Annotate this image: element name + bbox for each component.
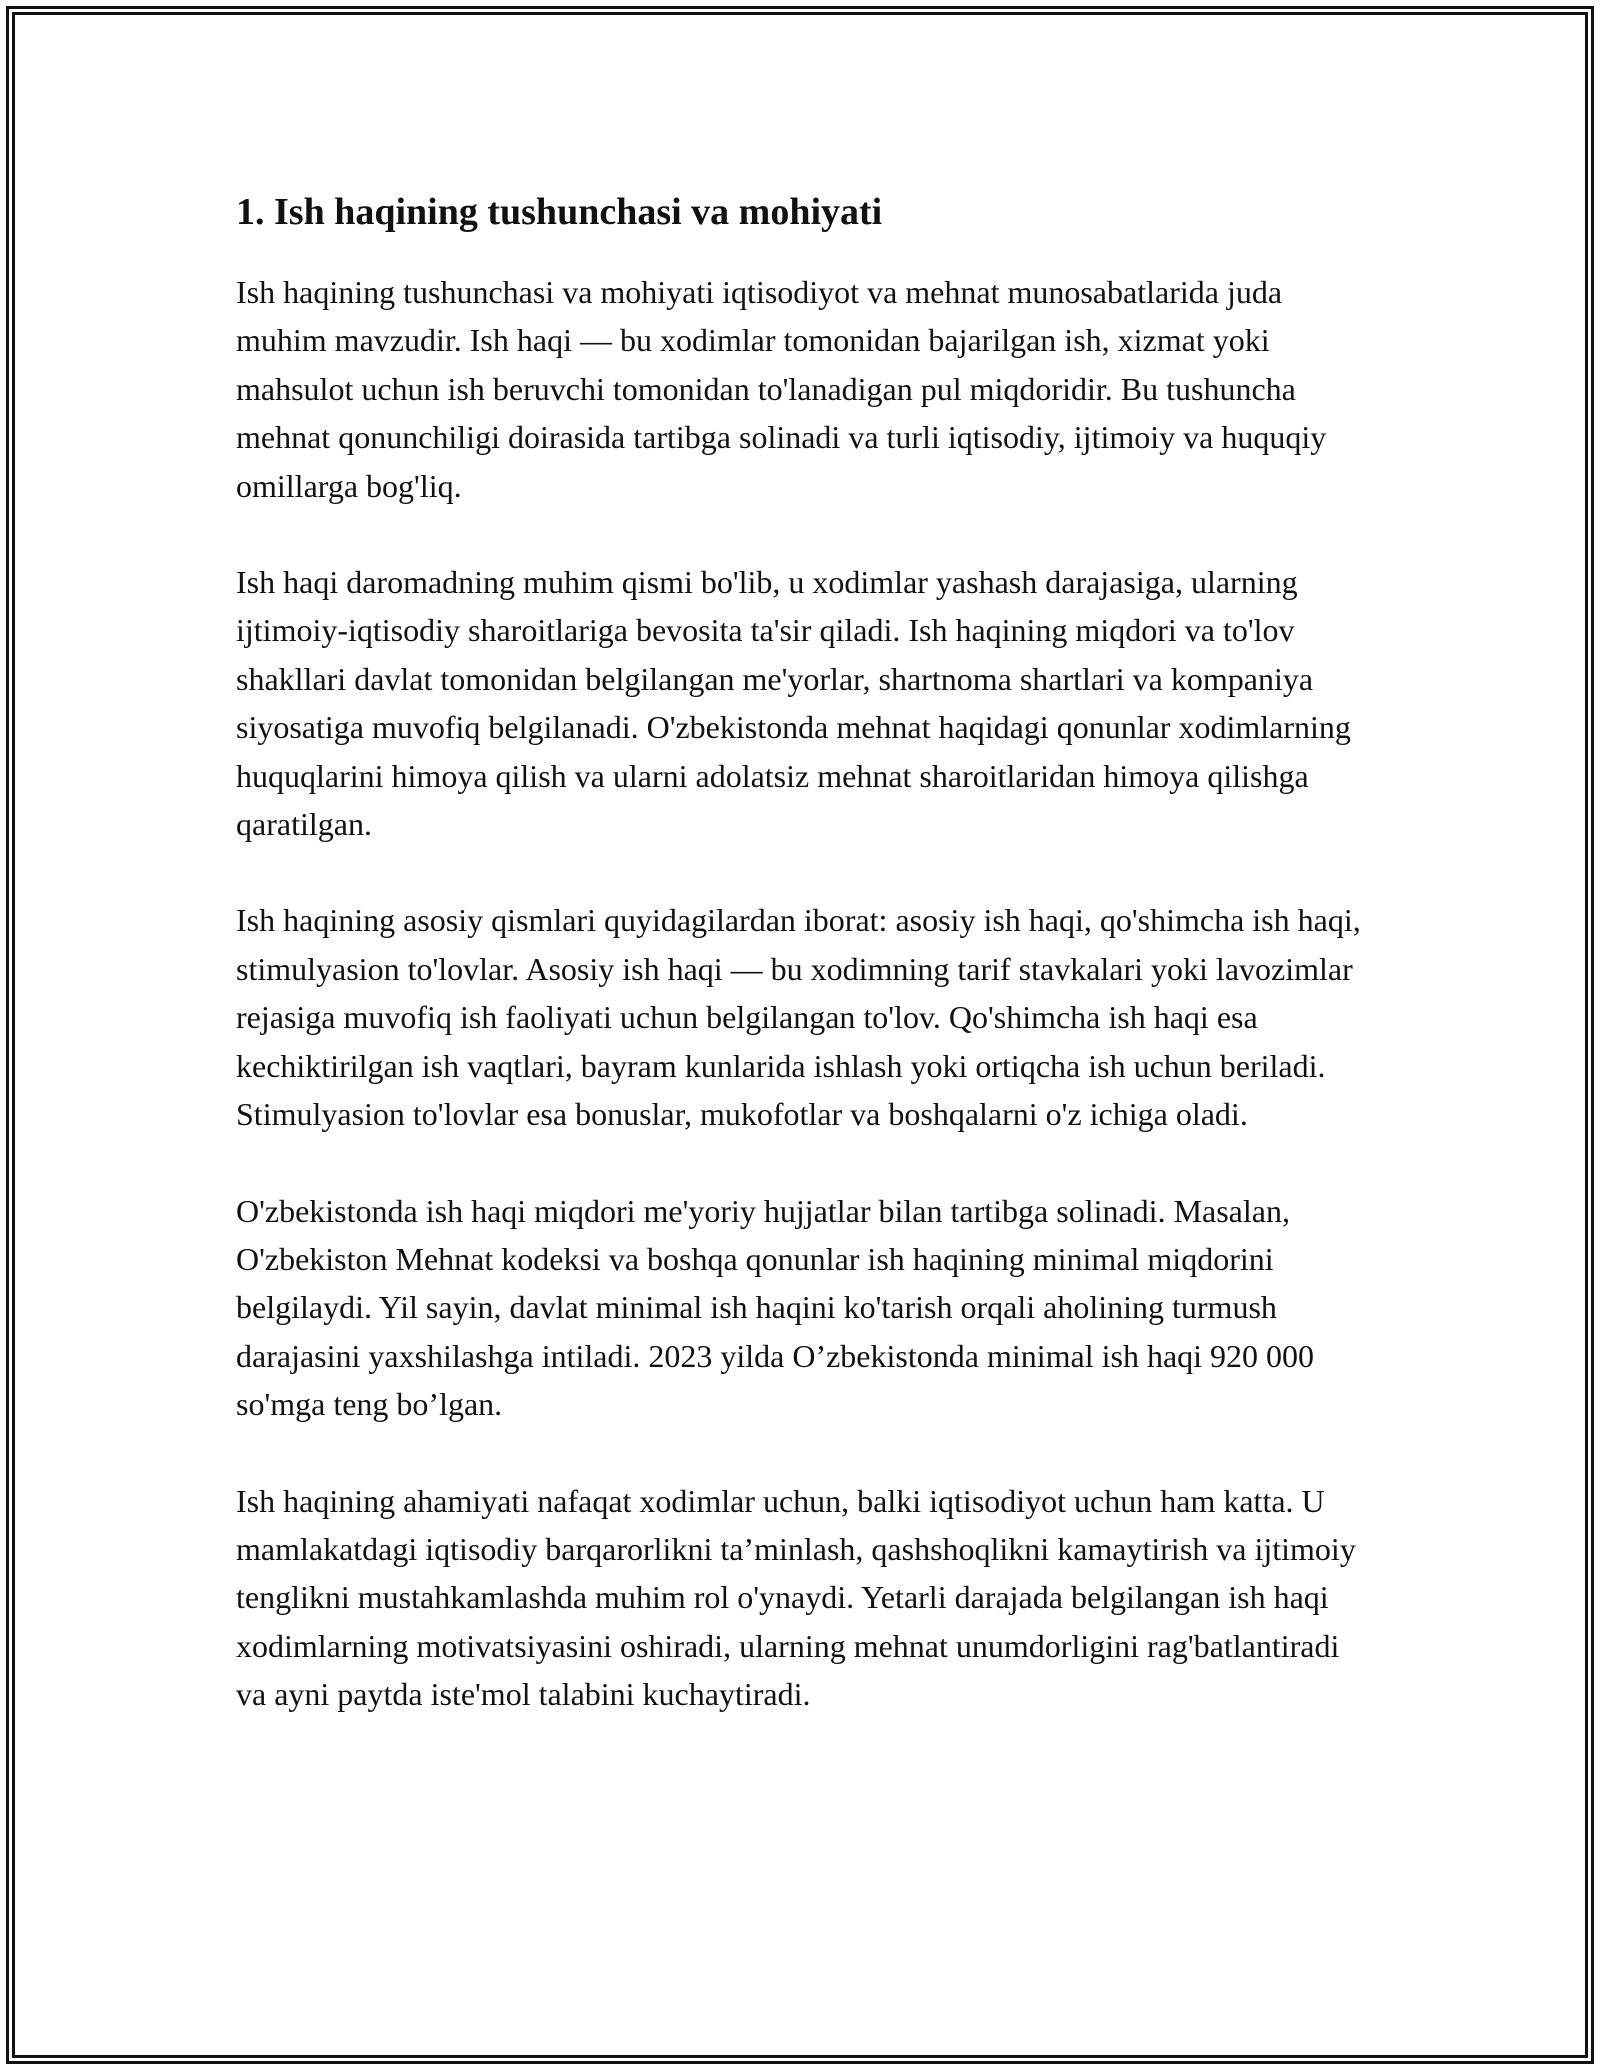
paragraph-5: Ish haqining ahamiyati nafaqat xodimlar uchun, balki iqtisodiyot uchun ham katta. U mamlakatdagi iqtisodiy barqarorlikni ta’minlash, qashshoqlikni kamaytirish va ijtimoiy tenglikni mustahkamlashda muhim rol o'ynaydi. Yetarli darajada belgilangan ish haqi xodimlarning motivatsiyasini oshiradi, ularning mehnat unumdorligini rag'batlantiradi va ayni paytda iste'mol talabini kuchaytiradi.: [236, 1482, 1356, 1713]
paragraph-3: Ish haqining asosiy qismlari quyidagilardan iborat: asosiy ish haqi, qo'shimcha ish haqi, stimulyasion to'lovlar. Asosiy ish haqi — bu xodimning tarif stavkalari yoki lavozimlar rejasiga muvofiq ish faoliyati uchun belgilangan to'lov. Qo'shimcha ish haqi esa kechiktirilgan ish vaqtlari, bayram kunlarida ishlash yoki ortiqcha ish uchun beriladi. Stimulyasion to'lovlar esa bonuslar, mukofotlar va boshqalarni o'z ichiga oladi.: [236, 902, 1361, 1133]
paragraph-2: Ish haqi daromadning muhim qismi bo'lib, u xodimlar yashash darajasiga, ularning ijtimoiy-iqtisodiy sharoitlariga bevosita ta'sir qiladi. Ish haqining miqdori va to'lov shakllari davlat tomonidan belgilangan me'yorlar, shartnoma shartlari va kompaniya siyosatiga muvofiq belgilanadi. O'zbekistonda mehnat haqidagi qonunlar xodimlarning huquqlarini himoya qilish va ularni adolatsiz mehnat sharoitlaridan himoya qilishga qaratilgan.: [236, 564, 1351, 843]
paragraph-4: O'zbekistonda ish haqi miqdori me'yoriy hujjatlar bilan tartibga solinadi. Masalan, O'zbekiston Mehnat kodeksi va boshqa qonunlar ish haqining minimal miqdorini belgilaydi. Yil sayin, davlat minimal ish haqini ko'tarish orqali aholining turmush darajasini yaxshilashga intiladi. 2023 yilda O’zbekistonda minimal ish haqi 920 000 so'mga teng bo’lgan.: [236, 1192, 1315, 1423]
section-heading: 1. Ish haqining tushunchasi va mohiyati: [236, 191, 883, 233]
paragraph-1: Ish haqining tushunchasi va mohiyati iqtisodiyot va mehnat munosabatlarida juda muhim mavzudir. Ish haqi — bu xodimlar tomonidan bajarilgan ish, xizmat yoki mahsulot uchun ish beruvchi tomonidan to'lanadigan pul miqdoridir. Bu tushuncha mehnat qonunchiligi doirasida tartibga solinadi va turli iqtisodiy, ijtimoiy va huquqiy omillarga bog'liq.: [236, 274, 1327, 504]
document-body: [236, 186, 1376, 1767]
